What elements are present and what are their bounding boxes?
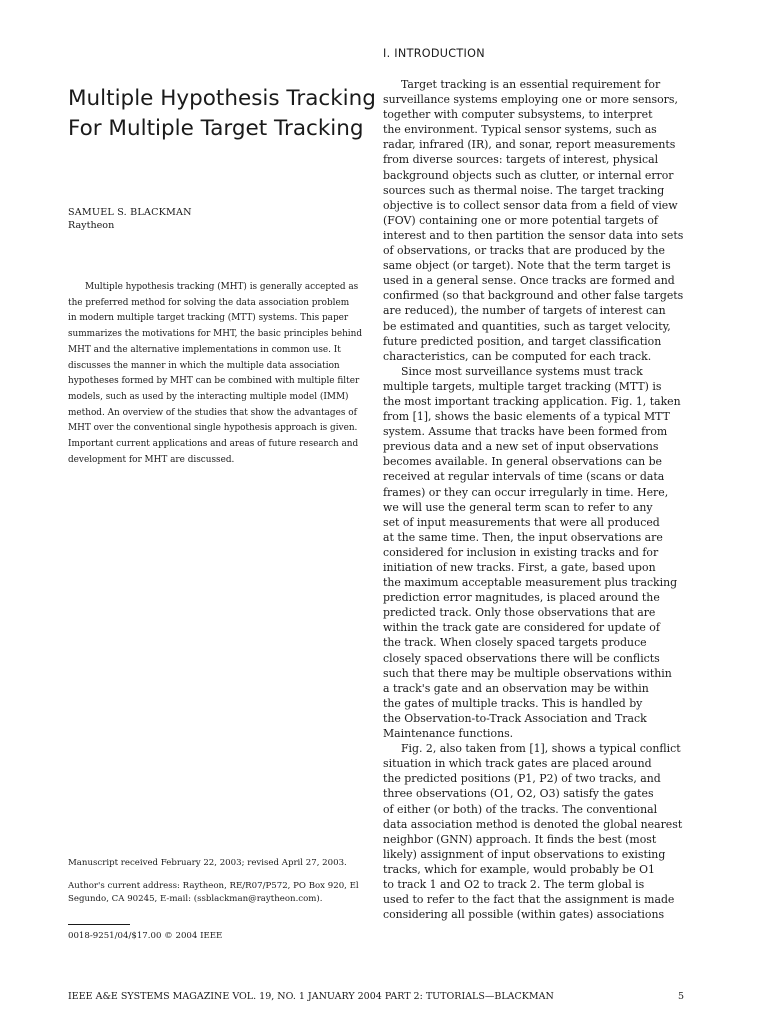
body-line: previous data and a new set of input observations	[383, 440, 659, 454]
author-address-line: Segundo, CA 90245, E-mail: (ssblackman@raytheon.com).	[68, 894, 323, 904]
body-line: within the track gate are considered for update of	[383, 621, 660, 635]
abstract-line: MHT and the alternative implementations in common use. It	[68, 344, 341, 355]
body-line: confirmed (so that background and other false targets	[383, 289, 684, 303]
body-line: the environment. Typical sensor systems, such as	[383, 123, 657, 137]
body-line: the gates of multiple tracks. This is handled by	[383, 696, 643, 710]
abstract-line: development for MHT are discussed.	[68, 454, 235, 465]
body-line: likely) assignment of input observations to existing	[383, 847, 666, 861]
body-line: the predicted positions (P1, P2) of two tracks, and	[383, 772, 661, 786]
body-line: are reduced), the number of targets of interest can	[383, 304, 666, 318]
body-line: data association method is denoted the global nearest	[383, 817, 683, 831]
manuscript-received: Manuscript received February 22, 2003; revised April 27, 2003.	[68, 858, 347, 868]
author-name: SAMUEL S. BLACKMAN	[68, 207, 192, 218]
body-line: background objects such as clutter, or internal error	[383, 168, 674, 182]
page-number: 5	[677, 991, 684, 1002]
body-line: used to refer to the fact that the assignment is made	[383, 893, 675, 907]
body-line: surveillance systems employing one or more sensors,	[383, 93, 678, 107]
body-line: considered for inclusion in existing tracks and for	[383, 545, 659, 559]
abstract-line: the preferred method for solving the data association problem	[68, 297, 350, 308]
body-line: together with computer subsystems, to interpret	[383, 108, 653, 122]
abstract-line: Important current applications and areas of future research and	[68, 439, 359, 450]
section-heading: I. INTRODUCTION	[383, 47, 485, 60]
body-line: (FOV) containing one or more potential targets of	[383, 213, 658, 227]
abstract-line: discusses the manner in which the multiple data association	[68, 360, 340, 371]
copyright-line: 0018-9251/04/$17.00 © 2004 IEEE	[68, 931, 223, 941]
body-line: Fig. 2, also taken from [1], shows a typical conflict	[401, 742, 681, 756]
footnote-rule	[68, 924, 130, 925]
body-line: a track's gate and an observation may be within	[383, 681, 649, 695]
body-line: multiple targets, multiple target tracking (MTT) is	[383, 379, 662, 393]
body-line: interest and to then partition the sensor data into sets	[383, 228, 684, 242]
body-line: the maximum acceptable measurement plus tracking	[383, 576, 678, 590]
body-line: Target tracking is an essential requirement for	[401, 78, 661, 91]
body-text	[383, 77, 687, 922]
body-line: be estimated and quantities, such as target velocity,	[383, 319, 671, 333]
abstract-line: hypotheses formed by MHT can be combined with multiple filter	[68, 376, 360, 387]
body-line: such that there may be multiple observations within	[383, 666, 672, 680]
body-line: we will use the general term scan to refer to any	[383, 500, 653, 514]
body-line: prediction error magnitudes, is placed around the	[383, 591, 660, 605]
abstract-line: summarizes the motivations for MHT, the basic principles behind	[68, 329, 363, 340]
abstract-line: models, such as used by the interacting multiple model (IMM)	[68, 391, 349, 402]
abstract-line: in modern multiple target tracking (MTT) systems. This paper	[68, 313, 349, 324]
body-line: the Observation-to-Track Association and Track	[383, 711, 647, 725]
body-line: system. Assume that tracks have been formed from	[383, 425, 668, 439]
body-line: characteristics, can be computed for each track.	[383, 349, 652, 363]
author-affiliation: Raytheon	[68, 220, 115, 231]
running-footer	[68, 990, 684, 1004]
title-line: For Multiple Target Tracking	[68, 116, 364, 141]
body-line: same object (or target). Note that the term target is	[383, 259, 671, 273]
body-line: closely spaced observations there will be conflicts	[383, 651, 660, 665]
body-line: situation in which track gates are placed around	[383, 757, 652, 771]
title-line: Multiple Hypothesis Tracking	[68, 86, 376, 111]
footer-journal-text: IEEE A&E SYSTEMS MAGAZINE VOL. 19, NO. 1 JANUARY 2004 PART 2: TUTORIALS—BLACKMAN	[68, 991, 554, 1002]
body-line: Since most surveillance systems must track	[401, 364, 643, 378]
body-line: at the same time. Then, the input observations are	[383, 530, 663, 544]
body-line: from [1], shows the basic elements of a typical MTT	[383, 410, 670, 424]
body-line: received at regular intervals of time (scans or data	[383, 470, 665, 484]
body-line: three observations (O1, O2, O3) satisfy the gates	[383, 787, 654, 801]
body-line: considering all possible (within gates) associations	[383, 908, 665, 922]
body-line: initiation of new tracks. First, a gate, based upon	[383, 561, 656, 574]
body-line: becomes available. In general observations can be	[383, 455, 662, 469]
body-line: the track. When closely spaced targets produce	[383, 636, 647, 650]
body-line: the most important tracking application. Fig. 1, taken	[383, 394, 681, 408]
body-line: frames) or they can occur irregularly in time. Here,	[383, 485, 669, 499]
body-line: sources such as thermal noise. The target tracking	[383, 183, 665, 197]
abstract-line: Multiple hypothesis tracking (MHT) is generally accepted as	[85, 282, 359, 292]
body-line: used in a general sense. Once tracks are formed and	[383, 274, 675, 288]
body-line: radar, infrared (IR), and sonar, report measurements	[383, 138, 676, 152]
body-line: objective is to collect sensor data from a field of view	[383, 198, 678, 212]
body-line: Maintenance functions.	[383, 727, 514, 741]
body-line: predicted track. Only those observations that are	[383, 606, 656, 620]
abstract	[68, 280, 364, 468]
body-line: future predicted position, and target classification	[383, 334, 662, 348]
body-line: to track 1 and O2 to track 2. The term global is	[383, 877, 645, 891]
abstract-line: method. An overview of the studies that show the advantages of	[68, 407, 357, 418]
paper-title	[68, 84, 376, 144]
body-line: of either (or both) of the tracks. The conventional	[383, 802, 658, 816]
body-line: of observations, or tracks that are produced by the	[383, 244, 665, 258]
body-line: from diverse sources: targets of interest, physical	[383, 153, 659, 167]
author-address-line: Author's current address: Raytheon, RE/R07/P572, PO Box 920, El	[68, 880, 359, 891]
body-line: tracks, which for example, would probably be O1	[383, 862, 655, 876]
abstract-line: MHT over the conventional single hypothesis approach is given.	[68, 423, 358, 434]
body-line: set of input measurements that were all produced	[383, 515, 660, 529]
body-line: neighbor (GNN) approach. It finds the best (most	[383, 832, 657, 846]
footnote	[68, 857, 364, 907]
author-block	[68, 206, 192, 232]
